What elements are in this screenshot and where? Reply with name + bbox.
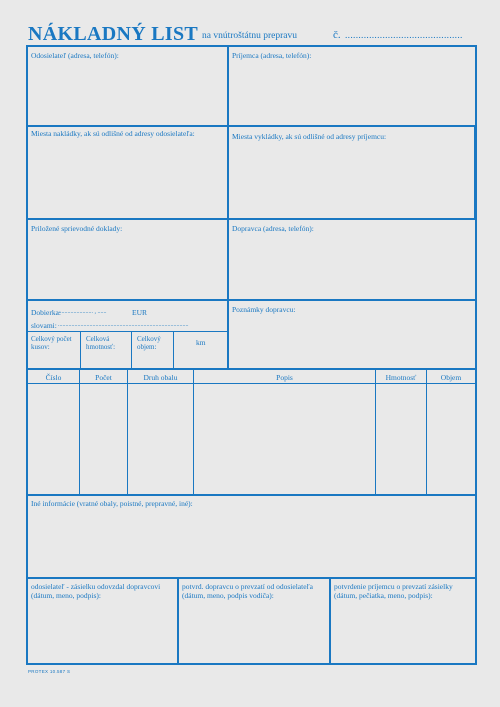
recipient-label[interactable]: Príjemca (adresa, telefón): bbox=[232, 51, 312, 60]
cod-amount-field[interactable]: ........................ , ...... bbox=[57, 309, 107, 315]
other-info-label[interactable]: Iné informácie (vratné obaly, poistné, prepravné, iné): bbox=[31, 499, 193, 508]
cell-border bbox=[474, 125, 476, 220]
document-title: NÁKLADNÝ LIST bbox=[28, 23, 199, 45]
carrier-signature-label[interactable]: potvrd. dopravcu o prevzatí od odosielateľa (dátum, meno, podpis vodiča): bbox=[182, 582, 313, 600]
table-bottom-line bbox=[26, 494, 477, 496]
table-header-volume: Objem bbox=[440, 373, 462, 382]
totals-top-line bbox=[26, 331, 228, 332]
in-words-label: slovami: bbox=[31, 321, 57, 330]
row-divider bbox=[26, 218, 228, 220]
sender-label[interactable]: Odosielateľ (adresa, telefón): bbox=[31, 51, 119, 60]
total-weight-label[interactable]: Celková hmotnosť: bbox=[86, 335, 116, 351]
row-divider bbox=[26, 368, 477, 370]
attached-docs-label[interactable]: Priložené sprievodné doklady: bbox=[31, 224, 123, 233]
top-block-divider bbox=[227, 45, 229, 369]
table-header-weight: Hmotnosť bbox=[385, 373, 417, 382]
signature-divider bbox=[329, 577, 331, 665]
document-number-label: č. bbox=[333, 29, 341, 41]
cod-currency: EUR bbox=[132, 308, 147, 317]
row-divider bbox=[26, 125, 228, 127]
table-header-count: Počet bbox=[95, 373, 112, 382]
table-col-divider bbox=[79, 369, 80, 495]
table-header-description: Popis bbox=[276, 373, 293, 382]
unloading-place-label[interactable]: Miesta vykládky, ak sú odlišné od adresy príjemcu: bbox=[232, 132, 387, 141]
loading-place-label[interactable]: Miesta nakládky, ak sú odlišné od adresy odosielateľa: bbox=[31, 129, 195, 138]
document-number-field[interactable]: ............................................ bbox=[345, 31, 463, 41]
signature-divider bbox=[177, 577, 179, 665]
document-subtitle: na vnútroštátnu prepravu bbox=[202, 31, 297, 41]
table-header-number: Číslo bbox=[45, 373, 62, 382]
carrier-label[interactable]: Dopravca (adresa, telefón): bbox=[232, 224, 314, 233]
total-count-label[interactable]: Celkový počet kusov: bbox=[31, 335, 72, 351]
table-header-line bbox=[26, 383, 477, 384]
row-divider bbox=[26, 299, 477, 301]
table-header-packaging: Druh obalu bbox=[143, 373, 178, 382]
table-col-divider bbox=[375, 369, 376, 495]
table-col-divider bbox=[426, 369, 427, 495]
km-label[interactable]: km bbox=[196, 338, 206, 347]
totals-divider bbox=[80, 331, 81, 369]
cod-label: Dobierka: bbox=[31, 308, 61, 317]
carrier-notes-label[interactable]: Poznámky dopravcu: bbox=[232, 305, 296, 314]
row-divider bbox=[227, 218, 477, 220]
sender-signature-label[interactable]: odosielateľ - zásielku odovzdal dopravcovi (dátum, meno, podpis): bbox=[31, 582, 161, 600]
signatures-top-line bbox=[26, 577, 477, 579]
total-volume-label[interactable]: Celkový objem: bbox=[137, 335, 161, 351]
recipient-signature-label[interactable]: potvrdenie príjemcu o prevzatí zásielky (dátum, pečiatka, meno, podpis): bbox=[334, 582, 453, 600]
in-words-field[interactable]: ....................................................................................... bbox=[58, 322, 189, 328]
row-divider bbox=[227, 125, 477, 127]
table-col-divider bbox=[127, 369, 128, 495]
footer-code: PROTEX 10.587 S bbox=[28, 669, 71, 674]
totals-divider bbox=[173, 331, 174, 369]
totals-divider bbox=[131, 331, 132, 369]
table-col-divider bbox=[193, 369, 194, 495]
